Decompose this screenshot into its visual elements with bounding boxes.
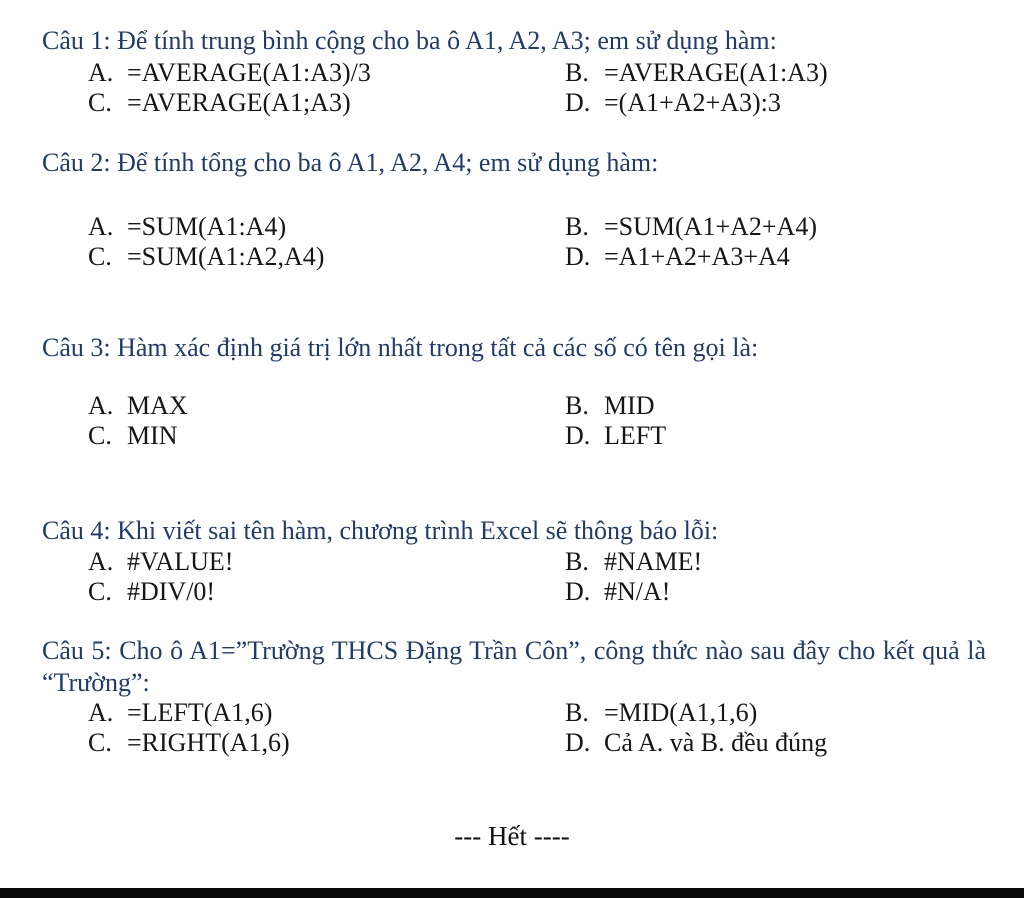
option-letter: C. xyxy=(88,577,112,606)
option-text: =A1+A2+A3+A4 xyxy=(604,242,790,271)
option-row xyxy=(565,728,827,758)
option-text: =SUM(A1:A2,A4) xyxy=(127,242,325,271)
option-row xyxy=(565,547,702,577)
option-letter: B. xyxy=(565,391,589,420)
option-row xyxy=(565,421,666,451)
option-row xyxy=(88,88,565,118)
option-letter: D. xyxy=(565,728,591,757)
option-letter: A. xyxy=(88,58,114,87)
option-letter: A. xyxy=(88,212,114,241)
option-text: #VALUE! xyxy=(127,547,234,576)
question-1-heading: Câu 1: Để tính trung bình cộng cho ba ô A1, A2, A3; em sử dụng hàm: xyxy=(42,26,777,55)
option-letter: A. xyxy=(88,698,114,727)
option-text: #DIV/0! xyxy=(127,577,216,606)
option-row xyxy=(88,547,565,577)
end-of-test-marker: --- Hết ---- xyxy=(454,821,570,851)
option-row xyxy=(88,391,565,421)
option-text: Cả A. và B. đều đúng xyxy=(604,728,828,757)
option-row xyxy=(565,698,827,728)
option-row xyxy=(88,242,565,272)
option-letter: D. xyxy=(565,421,591,450)
option-letter: C. xyxy=(88,421,112,450)
option-text: =(A1+A2+A3):3 xyxy=(604,88,781,117)
option-letter: D. xyxy=(565,88,591,117)
option-row xyxy=(88,577,565,607)
option-text: =SUM(A1+A2+A4) xyxy=(604,212,817,241)
option-letter: A. xyxy=(88,391,114,420)
option-text: MID xyxy=(604,391,655,420)
option-text: #N/A! xyxy=(604,577,671,606)
option-row xyxy=(88,728,565,758)
option-letter: C. xyxy=(88,88,112,117)
option-text: =AVERAGE(A1;A3) xyxy=(127,88,351,117)
option-text: =AVERAGE(A1:A3)/3 xyxy=(127,58,371,87)
option-text: =AVERAGE(A1:A3) xyxy=(604,58,828,87)
option-letter: D. xyxy=(565,577,591,606)
question-2-heading: Câu 2: Để tính tổng cho ba ô A1, A2, A4; em sử dụng hàm: xyxy=(42,148,659,177)
option-letter: A. xyxy=(88,547,114,576)
option-text: =RIGHT(A1,6) xyxy=(127,728,290,757)
question-3-options xyxy=(88,391,666,451)
option-text: LEFT xyxy=(604,421,667,450)
option-row xyxy=(88,58,565,88)
option-row xyxy=(88,212,565,242)
option-text: =SUM(A1:A4) xyxy=(127,212,287,241)
option-text: MAX xyxy=(127,391,188,420)
question-4-options xyxy=(88,547,702,607)
option-row xyxy=(88,698,565,728)
question-4-heading: Câu 4: Khi viết sai tên hàm, chương trình Excel sẽ thông báo lỗi: xyxy=(42,516,719,545)
option-row xyxy=(565,577,702,607)
question-5-heading-line2: “Trường”: xyxy=(42,668,150,697)
option-text: =LEFT(A1,6) xyxy=(127,698,273,727)
option-text: MIN xyxy=(127,421,178,450)
option-row xyxy=(565,242,817,272)
question-5-heading-line1: Câu 5: Cho ô A1=”Trường THCS Đặng Trần Côn”, công thức nào sau đây cho kết quả là xyxy=(42,636,986,665)
option-letter: B. xyxy=(565,58,589,87)
option-letter: C. xyxy=(88,242,112,271)
option-text: #NAME! xyxy=(604,547,703,576)
bottom-black-bar xyxy=(0,888,1024,898)
question-3-heading: Câu 3: Hàm xác định giá trị lớn nhất trong tất cả các số có tên gọi là: xyxy=(42,333,759,362)
option-text: =MID(A1,1,6) xyxy=(604,698,758,727)
option-row xyxy=(565,58,828,88)
option-letter: B. xyxy=(565,698,589,727)
option-row xyxy=(565,212,817,242)
question-5-options xyxy=(88,698,827,758)
option-letter: B. xyxy=(565,547,589,576)
option-row xyxy=(565,88,828,118)
option-letter: D. xyxy=(565,242,591,271)
option-letter: B. xyxy=(565,212,589,241)
option-row xyxy=(565,391,666,421)
question-2-options xyxy=(88,212,817,272)
option-row xyxy=(88,421,565,451)
option-letter: C. xyxy=(88,728,112,757)
question-1-options xyxy=(88,58,828,118)
